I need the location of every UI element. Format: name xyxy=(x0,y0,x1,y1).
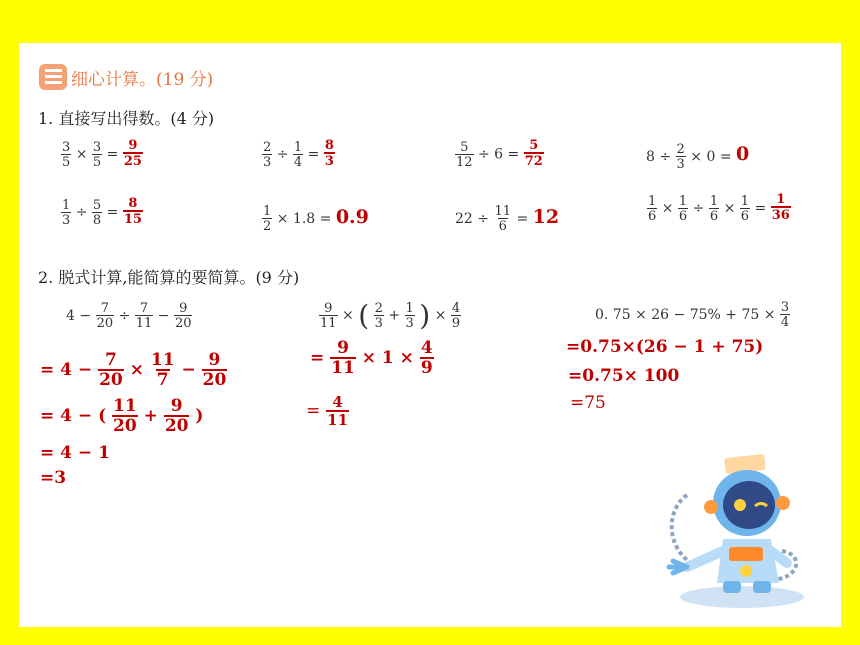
oral-r1-c: $\frac{5}{12}$ ÷ 6 = $\frac{5}{72}$ xyxy=(456,138,543,170)
answer: $\frac{9}{25}$ xyxy=(123,138,142,169)
worksheet xyxy=(19,43,841,627)
answer: $\frac{8}{15}$ xyxy=(123,196,142,227)
oral-r2-d: $\frac{1}{6}$ × $\frac{1}{6}$ ÷ $\frac{1}{6}$ × $\frac{1}{6}$ = $\frac{1}{36}$ xyxy=(648,192,790,224)
list-badge-icon xyxy=(38,61,70,93)
p3-step-2: =0.75× 100 xyxy=(568,366,680,386)
oral-r1-a: $\frac{3}{5}$ × $\frac{3}{5}$ = $\frac{9}{25}$ xyxy=(62,138,142,170)
p1-step-4: =3 xyxy=(40,468,67,488)
p1-problem: 4 − $\frac{7}{20}$ ÷ $\frac{7}{11}$ − $\frac{9}{20}$ xyxy=(66,301,192,331)
answer: 0 xyxy=(736,143,750,165)
p2-problem: $\frac{9}{11}$ × ( $\frac{2}{3}$ + $\frac{1}{3}$ ) × $\frac{4}{9}$ xyxy=(320,299,461,332)
robot-mascot xyxy=(647,451,817,615)
section-title: 细心计算。(19 分) xyxy=(71,70,214,90)
answer: $\frac{5}{72}$ xyxy=(524,138,543,169)
p1-step-2: = 4 − ( $\frac{11}{20}$ + $\frac{9}{20}$ ) xyxy=(40,396,204,436)
answer: $\frac{8}{3}$ xyxy=(324,138,334,169)
oral-r1-d: 8 ÷ $\frac{2}{3}$ × 0 = 0 xyxy=(646,142,750,172)
oral-r2-b: $\frac{1}{2}$ × 1.8 = 0.9 xyxy=(263,204,369,234)
section-badge xyxy=(38,61,70,97)
p1-step-3: = 4 − 1 xyxy=(40,443,110,463)
answer: $\frac{1}{36}$ xyxy=(771,192,790,223)
q2-title: 2. 脱式计算,能简算的要简算。(9 分) xyxy=(38,268,300,287)
p2-step-2: = $\frac{4}{11}$ xyxy=(306,393,349,429)
answer: 12 xyxy=(532,206,560,228)
p3-problem: 0. 75 × 26 − 75% + 75 × $\frac{3}{4}$ xyxy=(595,300,790,330)
oral-r2-a: $\frac{1}{3}$ ÷ $\frac{5}{8}$ = $\frac{8}{15}$ xyxy=(62,196,142,228)
oral-r2-c: 22 ÷ $\frac{11}{6}$ = 12 xyxy=(455,204,560,234)
robot-mascot-icon xyxy=(647,451,817,611)
p3-step-1: =0.75×(26 − 1 + 75) xyxy=(566,337,764,357)
answer: 0.9 xyxy=(335,206,369,228)
p1-step-1: = 4 − $\frac{7}{20}$ × $\frac{11}{7}$ − $\frac{9}{20}$ xyxy=(40,350,227,390)
oral-r1-b: $\frac{2}{3}$ ÷ $\frac{1}{4}$ = $\frac{8}{3}$ xyxy=(263,138,334,170)
q1-title: 1. 直接写出得数。(4 分) xyxy=(38,109,215,128)
p3-step-3: =75 xyxy=(570,393,606,413)
p2-step-1: = $\frac{9}{11}$ × 1 × $\frac{4}{9}$ xyxy=(310,338,433,378)
